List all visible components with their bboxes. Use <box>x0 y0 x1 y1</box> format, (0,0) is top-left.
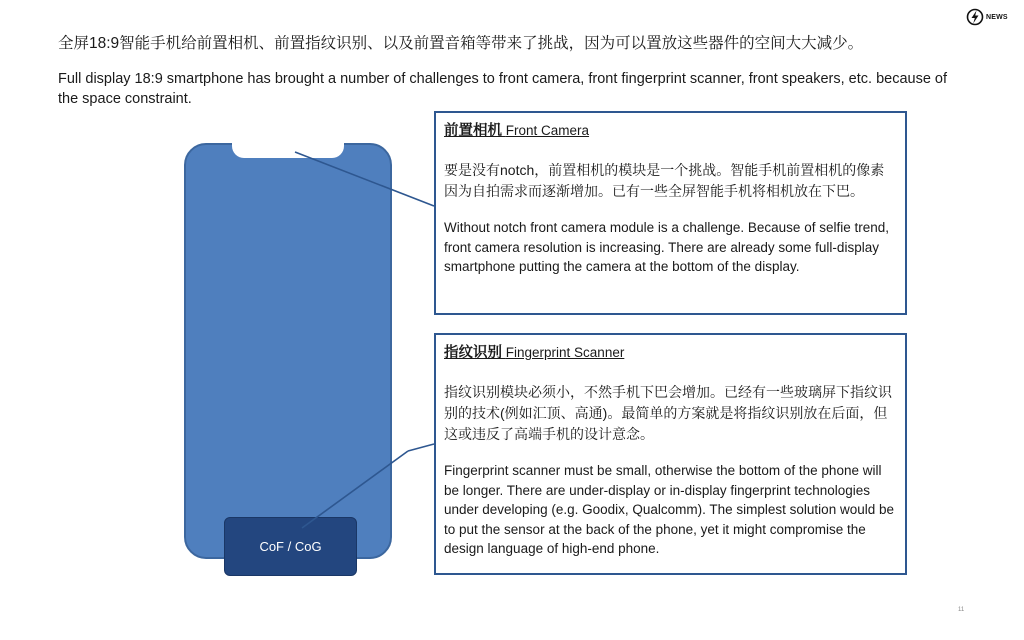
title-chinese: 全屏18:9智能手机给前置相机、前置指纹识别、以及前置音箱等带来了挑战，因为可以置放这些器件的空间大大减少。 <box>58 35 864 52</box>
fingerprint-connector-end <box>408 444 434 451</box>
title-english: Full display 18:9 smartphone has brought a number of challenges to front camera, front fingerprint scanner, front speakers, etc. because of the space constraint. <box>58 71 948 107</box>
fingerprint-body-zh: 指纹识别模块必须小，不然手机下巴会增加。已经有一些玻璃屏下指纹识别的技术(例如汇顶、高通)。最简单的方案就是将指纹识别放在后面，但这或违反了高端手机的设计意念。 <box>444 384 892 442</box>
front-camera-callout <box>434 111 907 315</box>
fingerprint-body-en: Fingerprint scanner must be small, otherwise the bottom of the phone will be longer. There are under-display or in-display fingerprint technologies under developing (e.g. Goodix, Qualcomm). The simplest solution would be to put the sensor at the back of the phone, yet it might compromise the design language of high-end phone. <box>444 463 894 556</box>
front-camera-body-zh: 要是没有notch，前置相机的模块是一个挑战。智能手机前置相机的像素因为自拍需求而逐渐增加。已有一些全屏智能手机将相机放在下巴。 <box>444 162 885 199</box>
smartphone-illustration <box>184 143 392 559</box>
front-camera-heading <box>444 119 897 140</box>
page-number: 11 <box>958 607 965 613</box>
front-camera-title-zh: 前置相机 <box>444 123 502 139</box>
cof-cog-module <box>224 517 357 576</box>
lightning-bolt-icon <box>966 8 984 26</box>
fingerprint-title-en: Fingerprint Scanner <box>505 345 625 360</box>
phone-notch <box>232 141 344 158</box>
fingerprint-callout <box>434 333 907 575</box>
fingerprint-heading <box>444 341 897 362</box>
front-camera-title-en: Front Camera <box>505 123 590 138</box>
news-logo <box>966 6 1018 28</box>
front-camera-body-en: Without notch front camera module is a challenge. Because of selfie trend, front camera resolution is increasing. There are already some full-display smartphone putting the camera at the bottom of the display. <box>444 220 889 274</box>
fingerprint-title-zh: 指纹识别 <box>444 345 502 361</box>
cof-cog-label: CoF / CoG <box>259 539 322 554</box>
logo-text: NEWS <box>986 13 1008 21</box>
